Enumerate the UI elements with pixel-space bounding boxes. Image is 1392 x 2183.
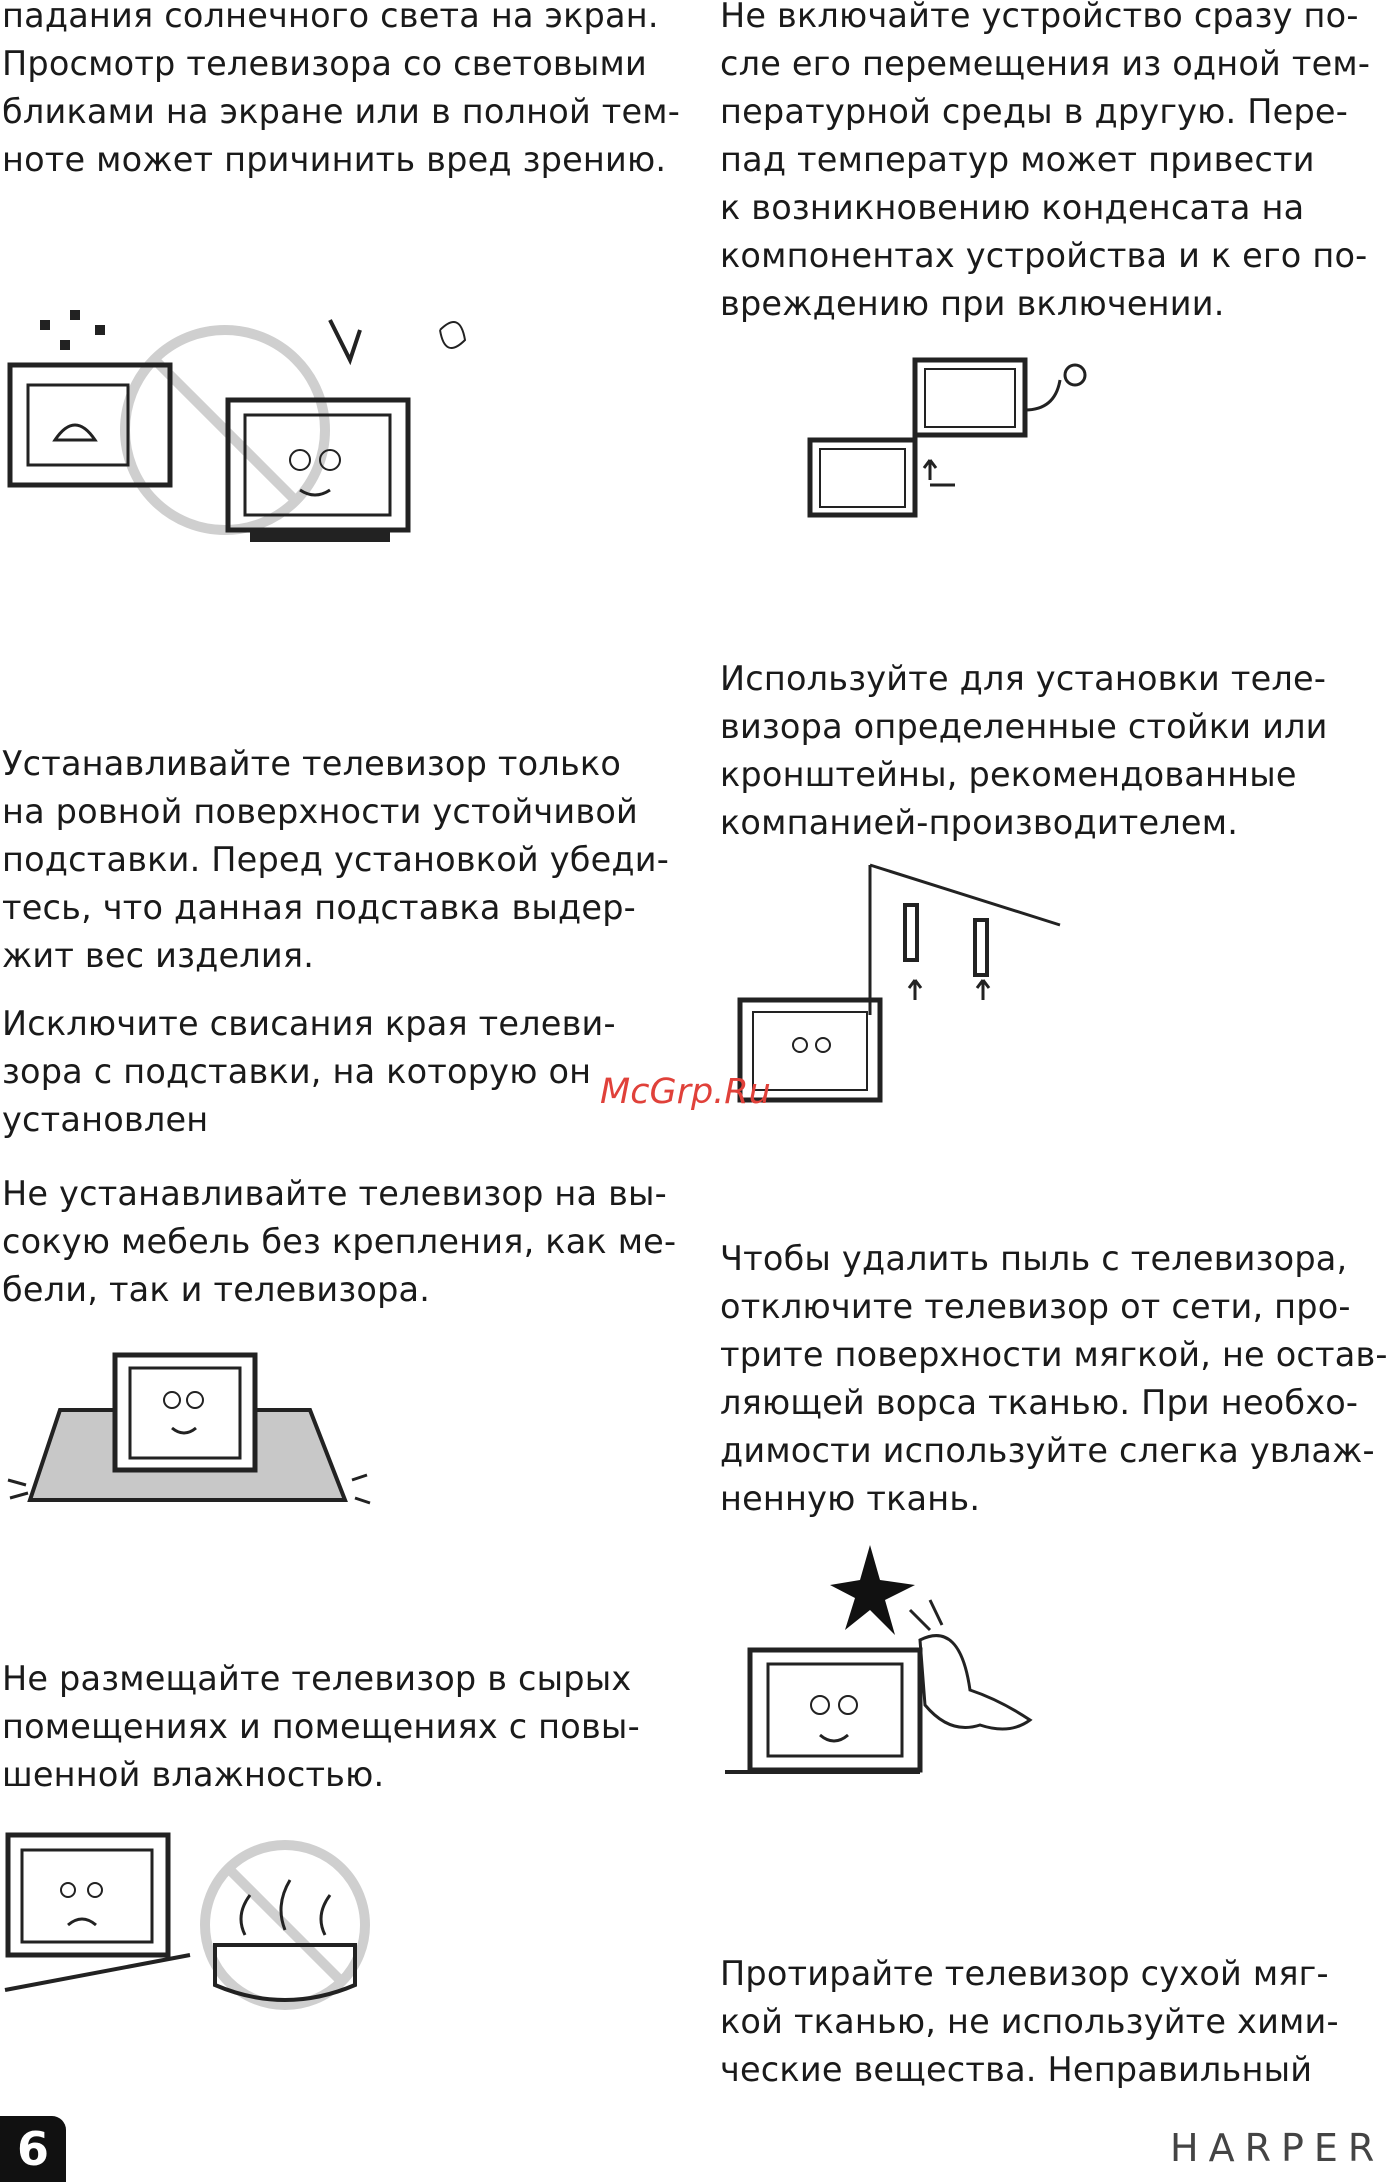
illustration-wall-mount [735, 860, 1065, 1110]
illustration-two-tvs-plug [800, 355, 1120, 525]
illustration-microwave-interference [0, 290, 500, 580]
illustration-humidity-prohibited [0, 1815, 380, 2035]
paragraph-stands-brackets: Используйте для установки теле- визора определенные стойки или кронштейны, рекомендованные компанией-производителем. [720, 659, 1328, 842]
watermark: McGrp.Ru [600, 1072, 771, 1112]
brand-logo: HARPER [1170, 2126, 1385, 2170]
paragraph-overhang: Исключите свисания края телеви- зора с подставки, на которую он установлен [2, 1004, 616, 1139]
paragraph-dust-removal: Чтобы удалить пыль с телевизора, отключите телевизор от сети, про- трите поверхности мягкой, не остав- ляющей ворса тканью. При необхо- димости используйте слегка увлаж- ненную ткань. [720, 1239, 1388, 1518]
paragraph-dry-cloth: Протирайте телевизор сухой мяг- кой тканью, не используйте хими- ческие вещества. Неправильный [720, 1954, 1339, 2089]
paragraph-humidity: Не размещайте телевизор в сырых помещениях и помещениях с повы- шенной влажностью. [2, 1659, 640, 1794]
paragraph-high-furniture: Не устанавливайте телевизор на вы- сокую мебель без крепления, как ме- бели, так и телевизора. [2, 1174, 677, 1309]
illustration-tv-on-stand [0, 1340, 380, 1520]
paragraph-sunlight-glare: падания солнечного света на экран. Просмотр телевизора со световыми бликами на экране или в полной тем- ноте может причинить вред зрению. [2, 0, 681, 179]
page-number: 6 [0, 2116, 66, 2182]
paragraph-stable-surface: Устанавливайте телевизор только на ровной поверхности устойчивой подставки. Перед установкой убеди- тесь, что данная подставка выдер- жит вес изделия. [2, 744, 670, 975]
illustration-wiping-tv [720, 1540, 1050, 1790]
paragraph-temperature-change: Не включайте устройство сразу по- сле его перемещения из одной тем- пературной среды в другую. Пере- пад температур может привести к возникновению конденсата на компонентах устройства и к его по- вреждению при включении. [720, 0, 1371, 323]
